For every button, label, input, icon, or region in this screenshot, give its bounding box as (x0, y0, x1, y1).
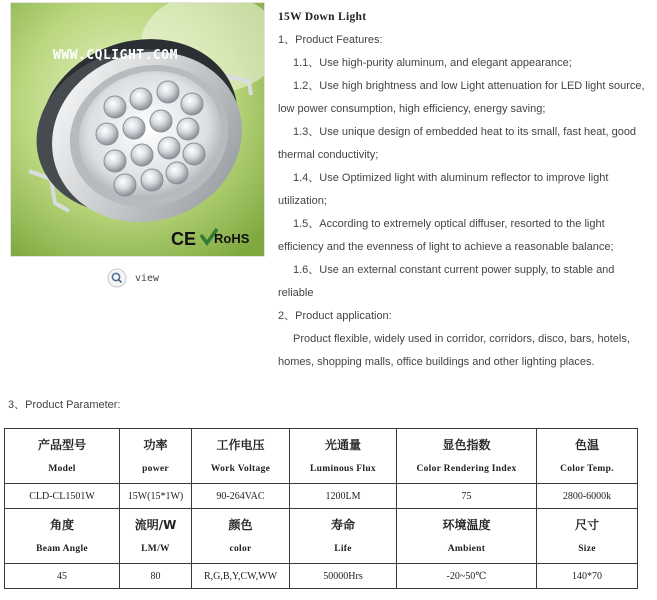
table-cell: 140*70 (537, 564, 638, 589)
application-heading: 2、Product application: (278, 310, 392, 322)
feature-line: 1.4、Use Optimized light with aluminum reflector to improve light (293, 172, 609, 184)
magnifier-icon (107, 268, 127, 288)
table-header-cell: 色温 Color Temp. (537, 429, 638, 484)
table-cell: 15W(15*1W) (120, 484, 192, 509)
table-header-cell: 功率 power (120, 429, 192, 484)
product-image[interactable] (10, 2, 265, 257)
table-row (5, 484, 638, 509)
table-cell: -20~50℃ (397, 564, 537, 589)
table-cell: CLD-CL1501W (5, 484, 120, 509)
watermark-text: WWW.CQLIGHT.COM (53, 48, 178, 63)
table-row (5, 564, 638, 589)
parameter-table (4, 428, 638, 589)
rohs-mark: RoHS (214, 231, 250, 246)
application-line-cont: homes, shopping malls, office buildings and other lighting places. (278, 356, 595, 368)
feature-line-cont: low power consumption, high efficiency, energy saving; (278, 103, 546, 115)
feature-line: 1.2、Use high brightness and low Light attenuation for LED light source, (293, 80, 645, 92)
table-header-cell: 环境温度 Ambient (397, 509, 537, 564)
ce-mark: CE (171, 229, 197, 249)
parameter-heading: 3、Product Parameter: (8, 399, 121, 411)
feature-line: 1.6、Use an external constant current power supply, to stable and (293, 264, 615, 276)
product-description (278, 6, 657, 374)
table-cell: 2800-6000k (537, 484, 638, 509)
feature-line-cont: reliable (278, 287, 314, 299)
product-title: 15W Down Light (278, 11, 367, 23)
table-cell: 1200LM (290, 484, 397, 509)
table-header-cell: 寿命 Life (290, 509, 397, 564)
table-row (5, 429, 638, 484)
table-cell: 50000Hrs (290, 564, 397, 589)
view-link[interactable] (107, 268, 159, 288)
feature-line-cont: thermal conductivity; (278, 149, 379, 161)
feature-line-cont: utilization; (278, 195, 327, 207)
feature-line: 1.1、Use high-purity aluminum, and elegant appearance; (293, 57, 572, 69)
table-header-cell: 流明/W LM/W (120, 509, 192, 564)
feature-line: 1.3、Use unique design of embedded heat to its small, fast heat, good (293, 126, 637, 138)
downlight-illustration (11, 3, 264, 256)
table-header-cell: 角度 Beam Angle (5, 509, 120, 564)
table-header-cell: 产品型号 Model (5, 429, 120, 484)
table-cell: 80 (120, 564, 192, 589)
feature-line: 1.5、According to extremely optical diffuser, resorted to the light (293, 218, 605, 230)
view-label: view (135, 272, 160, 284)
table-header-cell: 显色指数 Color Rendering Index (397, 429, 537, 484)
features-heading: 1、Product Features: (278, 34, 383, 46)
table-cell: 90-264VAC (192, 484, 290, 509)
application-line: Product flexible, widely used in corridor, corridors, disco, bars, hotels, (293, 333, 630, 345)
table-header-cell: 尺寸 Size (537, 509, 638, 564)
table-cell: 45 (5, 564, 120, 589)
table-row (5, 509, 638, 564)
table-cell: R,G,B,Y,CW,WW (192, 564, 290, 589)
feature-line-cont: efficiency and the evenness of light to achieve a reasonable balance; (278, 241, 614, 253)
table-cell: 75 (397, 484, 537, 509)
table-header-cell: 光通量 Luminous Flux (290, 429, 397, 484)
table-header-cell: 工作电压 Work Voltage (192, 429, 290, 484)
table-header-cell: 颜色 color (192, 509, 290, 564)
